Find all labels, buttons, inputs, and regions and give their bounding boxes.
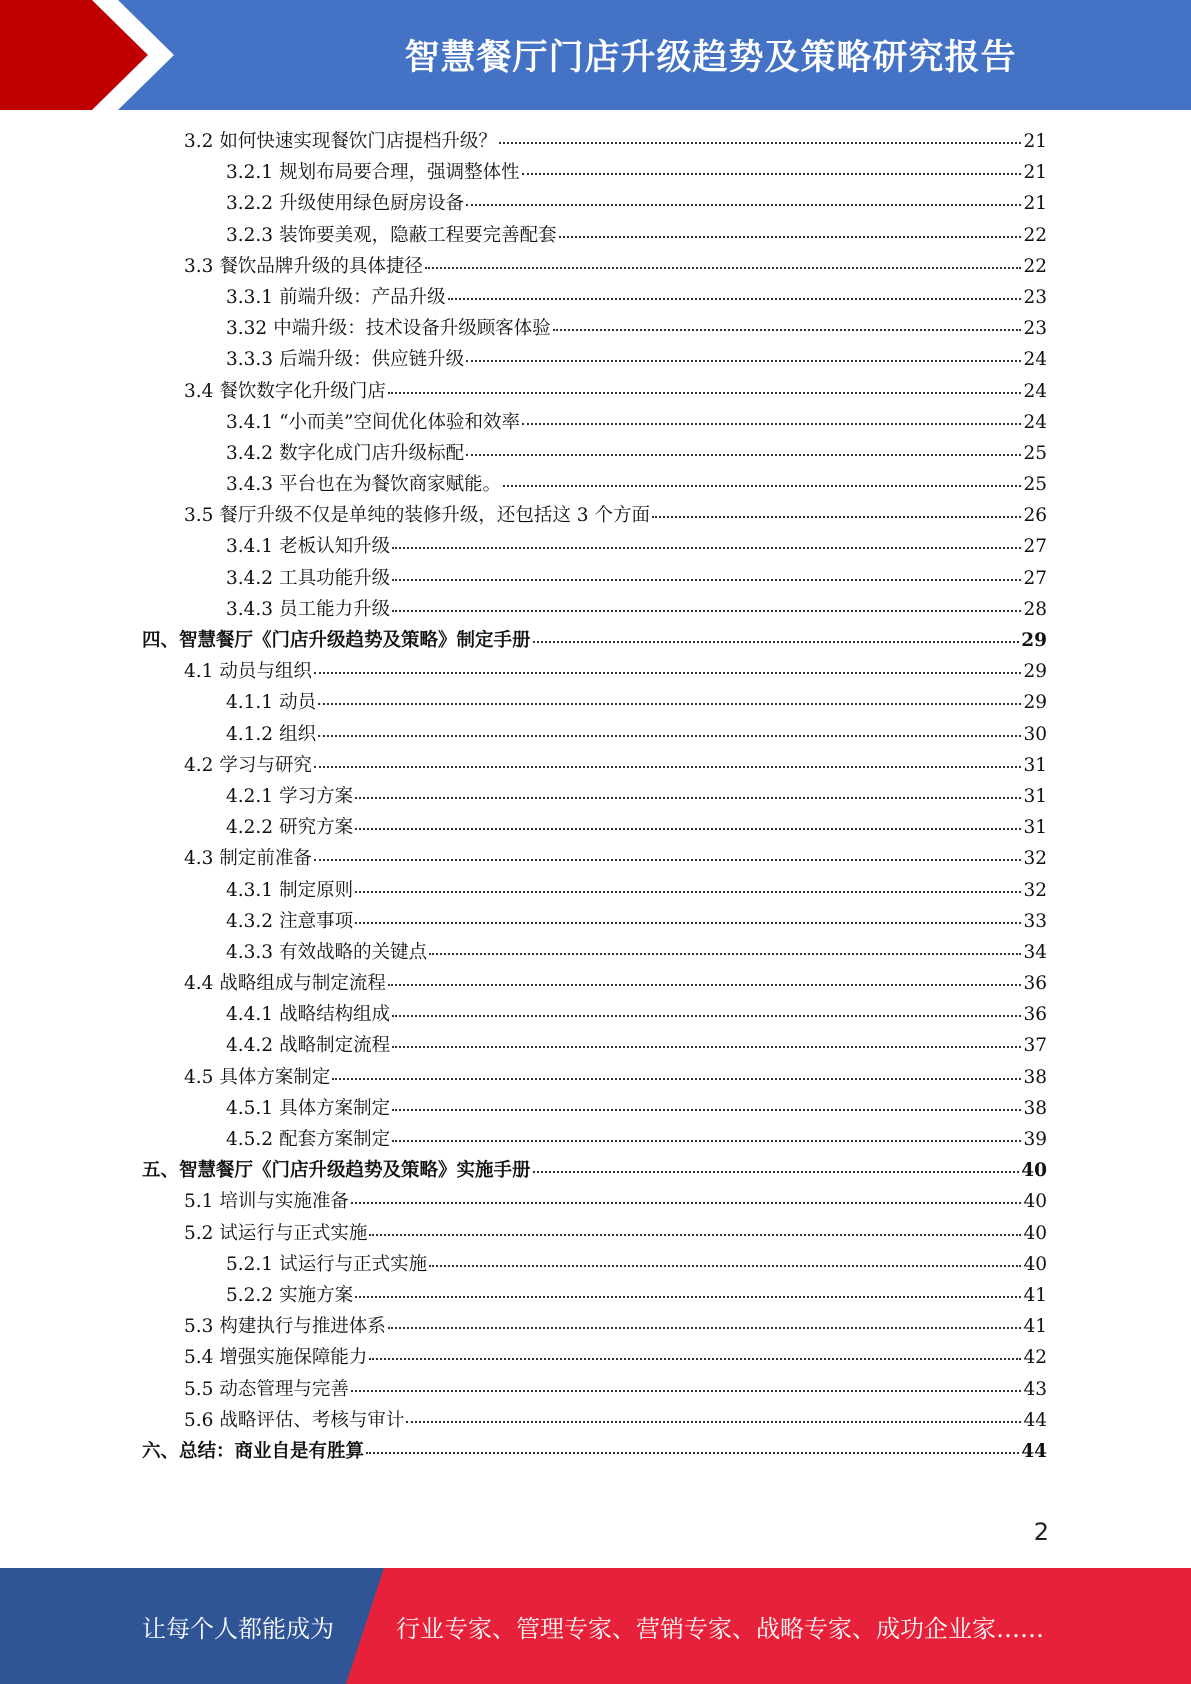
toc-dot-leader	[355, 827, 1021, 830]
toc-page-number: 32	[1023, 879, 1047, 901]
toc-title: 升级使用绿色厨房设备	[279, 193, 465, 215]
toc-page-number: 38	[1023, 1066, 1047, 1088]
toc-page-number: 27	[1023, 567, 1047, 589]
toc-page-number: 40	[1023, 1191, 1047, 1213]
toc-page-number: 36	[1023, 1004, 1047, 1026]
toc-number: 4.5	[184, 1066, 214, 1088]
toc-dot-leader	[522, 422, 1021, 425]
toc-page-number: 33	[1023, 910, 1047, 932]
toc-entry[interactable]	[142, 1063, 1047, 1094]
toc-page-number: 40	[1023, 1253, 1047, 1275]
toc-dot-leader	[314, 765, 1022, 768]
toc-entry[interactable]	[142, 314, 1047, 345]
toc-dot-leader	[355, 921, 1021, 924]
toc-dot-leader	[499, 141, 1022, 144]
toc-number: 5.2	[184, 1222, 214, 1244]
toc-page-number: 24	[1023, 380, 1047, 402]
toc-title: 工具功能升级	[279, 567, 391, 589]
toc-page-number: 24	[1023, 349, 1047, 371]
toc-page-number: 44	[1021, 1440, 1047, 1462]
toc-entry[interactable]	[142, 252, 1047, 283]
toc-number: 3.4.3	[226, 598, 274, 620]
toc-dot-leader	[351, 1389, 1022, 1392]
toc-page-number: 22	[1023, 255, 1047, 277]
toc-entry[interactable]	[142, 1406, 1047, 1437]
toc-entry[interactable]	[142, 1219, 1047, 1250]
toc-title: 动员	[279, 692, 317, 714]
toc-entry[interactable]	[142, 1156, 1047, 1187]
toc-dot-leader	[392, 1139, 1021, 1142]
toc-number: 4.1.1	[226, 692, 274, 714]
footer-slogan-right: 行业专家、管理专家、营销专家、战略专家、成功企业家……	[396, 1614, 1044, 1643]
toc-dot-leader	[392, 1014, 1021, 1017]
toc-page-number: 29	[1021, 630, 1047, 651]
toc-entry[interactable]	[142, 657, 1047, 688]
toc-title: 有效战略的关键点	[279, 941, 428, 963]
toc-entry[interactable]	[142, 1343, 1047, 1374]
toc-title: 前端升级：产品升级	[279, 286, 446, 308]
toc-dot-leader	[314, 671, 1022, 674]
toc-number: 3.32	[226, 318, 268, 340]
toc-entry[interactable]	[142, 813, 1047, 844]
toc-number: 5.3	[184, 1316, 214, 1338]
toc-title: 规划布局要合理，强调整体性	[279, 162, 520, 184]
toc-dot-leader	[318, 734, 1021, 737]
toc-number: 3.2.3	[226, 224, 274, 246]
toc-page-number: 29	[1023, 661, 1047, 683]
toc-dot-leader	[466, 453, 1021, 456]
toc-entry[interactable]	[142, 844, 1047, 875]
toc-entry[interactable]	[142, 720, 1047, 751]
toc-page-number: 40	[1023, 1222, 1047, 1244]
toc-title: 战略评估、考核与审计	[219, 1409, 405, 1431]
toc-title: 智慧餐厅《门店升级趋势及策略》制定手册	[179, 630, 531, 651]
page-header	[0, 0, 1191, 110]
toc-entry[interactable]	[142, 127, 1047, 158]
toc-dot-leader	[332, 1077, 1021, 1080]
toc-number: 3.3	[184, 255, 214, 277]
toc-number: 3.4.3	[226, 474, 274, 496]
toc-title: 餐饮品牌升级的具体捷径	[219, 255, 423, 277]
toc-number: 4.2.1	[226, 785, 274, 807]
toc-page-number: 34	[1023, 941, 1047, 963]
toc-page-number: 26	[1023, 505, 1047, 527]
toc-page-number: 31	[1023, 754, 1047, 776]
toc-dot-leader	[429, 1264, 1021, 1267]
toc-title: “小而美”空间优化体验和效率	[279, 411, 520, 433]
toc-title: 老板认知升级	[279, 536, 391, 558]
toc-title: 数字化成门店升级标配	[279, 442, 465, 464]
toc-dot-leader	[533, 1170, 1020, 1173]
toc-page-number: 29	[1023, 692, 1047, 714]
page-footer	[0, 1568, 1191, 1684]
toc-page-number: 31	[1023, 785, 1047, 807]
toc-number: 5.2.2	[226, 1284, 274, 1306]
toc-dot-leader	[369, 1233, 1021, 1236]
toc-number: 5.6	[184, 1409, 214, 1431]
toc-entry[interactable]	[142, 532, 1047, 563]
toc-entry[interactable]	[142, 470, 1047, 501]
toc-number: 3.2	[184, 131, 214, 152]
toc-title: 增强实施保障能力	[219, 1347, 368, 1369]
toc-dot-leader	[314, 858, 1022, 861]
toc-dot-leader	[392, 578, 1021, 581]
toc-entry[interactable]	[142, 345, 1047, 376]
toc-number: 3.4.2	[226, 567, 274, 589]
toc-dot-leader	[355, 796, 1021, 799]
toc-dot-leader	[355, 890, 1021, 893]
toc-title: 制定前准备	[219, 848, 312, 870]
toc-entry[interactable]	[142, 1000, 1047, 1031]
toc-number: 六、	[142, 1440, 180, 1462]
toc-title: 平台也在为餐饮商家赋能。	[279, 474, 502, 496]
toc-title: 组织	[279, 723, 317, 745]
toc-title: 餐厅升级不仅是单纯的装修升级，还包括这 3 个方面	[219, 505, 650, 527]
toc-page-number: 25	[1023, 474, 1047, 496]
toc-dot-leader	[392, 1045, 1021, 1048]
toc-entry[interactable]	[142, 876, 1047, 907]
toc-dot-leader	[466, 359, 1021, 362]
page-number: 2	[1033, 1518, 1049, 1546]
toc-number: 4.5.2	[226, 1129, 274, 1150]
toc-number: 5.1	[184, 1191, 214, 1213]
header-arrow-logo	[0, 0, 260, 110]
toc-page-number: 23	[1023, 318, 1047, 340]
toc-page-number: 21	[1023, 193, 1047, 215]
toc-page-number: 37	[1023, 1035, 1047, 1057]
toc-entry[interactable]	[142, 189, 1047, 220]
toc-dot-leader	[652, 515, 1021, 518]
toc-dot-leader	[318, 702, 1021, 705]
toc-page-number: 31	[1023, 817, 1047, 839]
toc-title: 装饰要美观，隐蔽工程要完善配套	[279, 224, 557, 246]
toc-page-number: 36	[1023, 973, 1047, 995]
toc-page-number: 43	[1023, 1378, 1047, 1400]
toc-page-number: 39	[1023, 1129, 1047, 1150]
toc-title: 战略结构组成	[279, 1004, 391, 1026]
toc-dot-leader	[559, 235, 1022, 238]
toc-dot-leader	[533, 640, 1020, 643]
toc-number: 4.1	[184, 661, 214, 683]
toc-entry[interactable]	[142, 377, 1047, 408]
toc-title: 总结：商业自是有胜算	[179, 1440, 365, 1462]
toc-number: 4.3.2	[226, 910, 274, 932]
toc-page-number: 44	[1023, 1409, 1047, 1431]
toc-entry[interactable]	[142, 1375, 1047, 1406]
toc-number: 4.4.2	[226, 1035, 274, 1057]
toc-dot-leader	[392, 546, 1021, 549]
toc-number: 3.4.1	[226, 536, 274, 558]
toc-page-number: 38	[1023, 1097, 1047, 1119]
toc-entry[interactable]	[142, 1094, 1047, 1125]
toc-dot-leader	[366, 1451, 1019, 1454]
toc-number: 5.5	[184, 1378, 214, 1400]
toc-page-number: 25	[1023, 442, 1047, 464]
toc-title: 战略制定流程	[279, 1035, 391, 1057]
toc-dot-leader	[503, 484, 1021, 487]
toc-entry[interactable]	[142, 595, 1047, 626]
toc-title: 后端升级：供应链升级	[279, 349, 465, 371]
toc-dot-leader	[553, 328, 1022, 331]
toc-entry[interactable]	[142, 1125, 1047, 1156]
report-title: 智慧餐厅门店升级趋势及策略研究报告	[404, 38, 1017, 78]
toc-number: 4.3	[184, 848, 214, 870]
footer-slogan-left: 让每个人都能成为	[142, 1614, 334, 1643]
toc-number: 4.1.2	[226, 723, 274, 745]
toc-title: 实施方案	[279, 1284, 354, 1306]
toc-dot-leader	[429, 952, 1021, 955]
toc-number: 3.5	[184, 505, 214, 527]
toc-title: 试运行与正式实施	[279, 1253, 428, 1275]
toc-number: 4.2	[184, 754, 214, 776]
toc-number: 3.3.1	[226, 286, 274, 308]
toc-page-number: 32	[1023, 848, 1047, 870]
toc-title: 具体方案制定	[219, 1066, 331, 1088]
toc-title: 智慧餐厅《门店升级趋势及策略》实施手册	[179, 1160, 531, 1182]
toc-page-number: 41	[1023, 1284, 1047, 1306]
toc-title: 培训与实施准备	[219, 1191, 349, 1213]
toc-dot-leader	[351, 1201, 1022, 1204]
toc-entry[interactable]	[142, 907, 1047, 938]
toc-entry[interactable]	[142, 1187, 1047, 1218]
toc-number: 4.5.1	[226, 1097, 274, 1119]
toc-number: 4.3.1	[226, 879, 274, 901]
toc-number: 4.4.1	[226, 1004, 274, 1026]
toc-number: 5.4	[184, 1347, 214, 1369]
toc-title: 战略组成与制定流程	[219, 973, 386, 995]
toc-title: 如何快速实现餐饮门店提档升级？	[219, 131, 497, 152]
toc-number: 3.4.2	[226, 442, 274, 464]
toc-entry[interactable]	[142, 1031, 1047, 1062]
toc-entry[interactable]	[142, 408, 1047, 439]
toc-title: 动态管理与完善	[219, 1378, 349, 1400]
toc-dot-leader	[448, 297, 1022, 300]
toc-title: 学习方案	[279, 785, 354, 807]
toc-page-number: 42	[1023, 1347, 1047, 1369]
toc-entry[interactable]	[142, 158, 1047, 189]
toc-entry[interactable]	[142, 1281, 1047, 1312]
toc-number: 3.2.2	[226, 193, 274, 215]
toc-title: 员工能力升级	[279, 598, 391, 620]
toc-title: 动员与组织	[219, 661, 312, 683]
toc-entry[interactable]	[142, 1250, 1047, 1281]
toc-title: 配套方案制定	[279, 1129, 391, 1150]
toc-entry[interactable]	[142, 501, 1047, 532]
toc-entry[interactable]	[142, 1437, 1047, 1468]
toc-entry[interactable]	[142, 439, 1047, 470]
toc-entry[interactable]	[142, 782, 1047, 813]
toc-dot-leader	[388, 1326, 1022, 1329]
toc-number: 3.3.3	[226, 349, 274, 371]
toc-page-number: 22	[1023, 224, 1047, 246]
toc-number: 3.2.1	[226, 162, 274, 184]
toc-title: 具体方案制定	[279, 1097, 391, 1119]
toc-page-number: 40	[1021, 1160, 1047, 1182]
toc-title: 注意事项	[279, 910, 354, 932]
toc-page-number: 30	[1023, 723, 1047, 745]
toc-title: 试运行与正式实施	[219, 1222, 368, 1244]
toc-title: 构建执行与推进体系	[219, 1316, 386, 1338]
toc-page-number: 27	[1023, 536, 1047, 558]
toc-title: 餐饮数字化升级门店	[219, 380, 386, 402]
toc-entry[interactable]	[142, 969, 1047, 1000]
toc-dot-leader	[355, 1295, 1021, 1298]
toc-dot-leader	[425, 266, 1022, 269]
toc-page-number: 24	[1023, 411, 1047, 433]
toc-number: 5.2.1	[226, 1253, 274, 1275]
toc-title: 制定原则	[279, 879, 354, 901]
toc-title: 学习与研究	[219, 754, 312, 776]
toc-number: 四、	[142, 630, 180, 651]
toc-entry[interactable]	[142, 626, 1047, 657]
table-of-contents	[142, 127, 1047, 1468]
toc-number: 4.2.2	[226, 817, 274, 839]
toc-entry[interactable]	[142, 751, 1047, 782]
toc-dot-leader	[388, 391, 1022, 394]
toc-page-number: 23	[1023, 286, 1047, 308]
toc-title: 研究方案	[279, 817, 354, 839]
toc-dot-leader	[406, 1420, 1021, 1423]
toc-number: 五、	[142, 1160, 180, 1182]
toc-page-number: 21	[1023, 162, 1047, 184]
toc-number: 4.4	[184, 973, 214, 995]
toc-dot-leader	[392, 609, 1021, 612]
toc-number: 4.3.3	[226, 941, 274, 963]
toc-dot-leader	[369, 1357, 1021, 1360]
toc-entry[interactable]	[142, 1312, 1047, 1343]
toc-dot-leader	[522, 172, 1022, 175]
toc-page-number: 41	[1023, 1316, 1047, 1338]
toc-entry[interactable]	[142, 564, 1047, 595]
toc-entry[interactable]	[142, 221, 1047, 252]
toc-page-number: 28	[1023, 598, 1047, 620]
toc-dot-leader	[388, 983, 1022, 986]
toc-number: 3.4.1	[226, 411, 274, 433]
toc-dot-leader	[466, 203, 1021, 206]
toc-dot-leader	[392, 1108, 1021, 1111]
toc-entry[interactable]	[142, 283, 1047, 314]
toc-page-number: 21	[1023, 131, 1047, 152]
toc-entry[interactable]	[142, 938, 1047, 969]
toc-entry[interactable]	[142, 688, 1047, 719]
toc-number: 3.4	[184, 380, 214, 402]
toc-title: 中端升级：技术设备升级顾客体验	[273, 318, 551, 340]
